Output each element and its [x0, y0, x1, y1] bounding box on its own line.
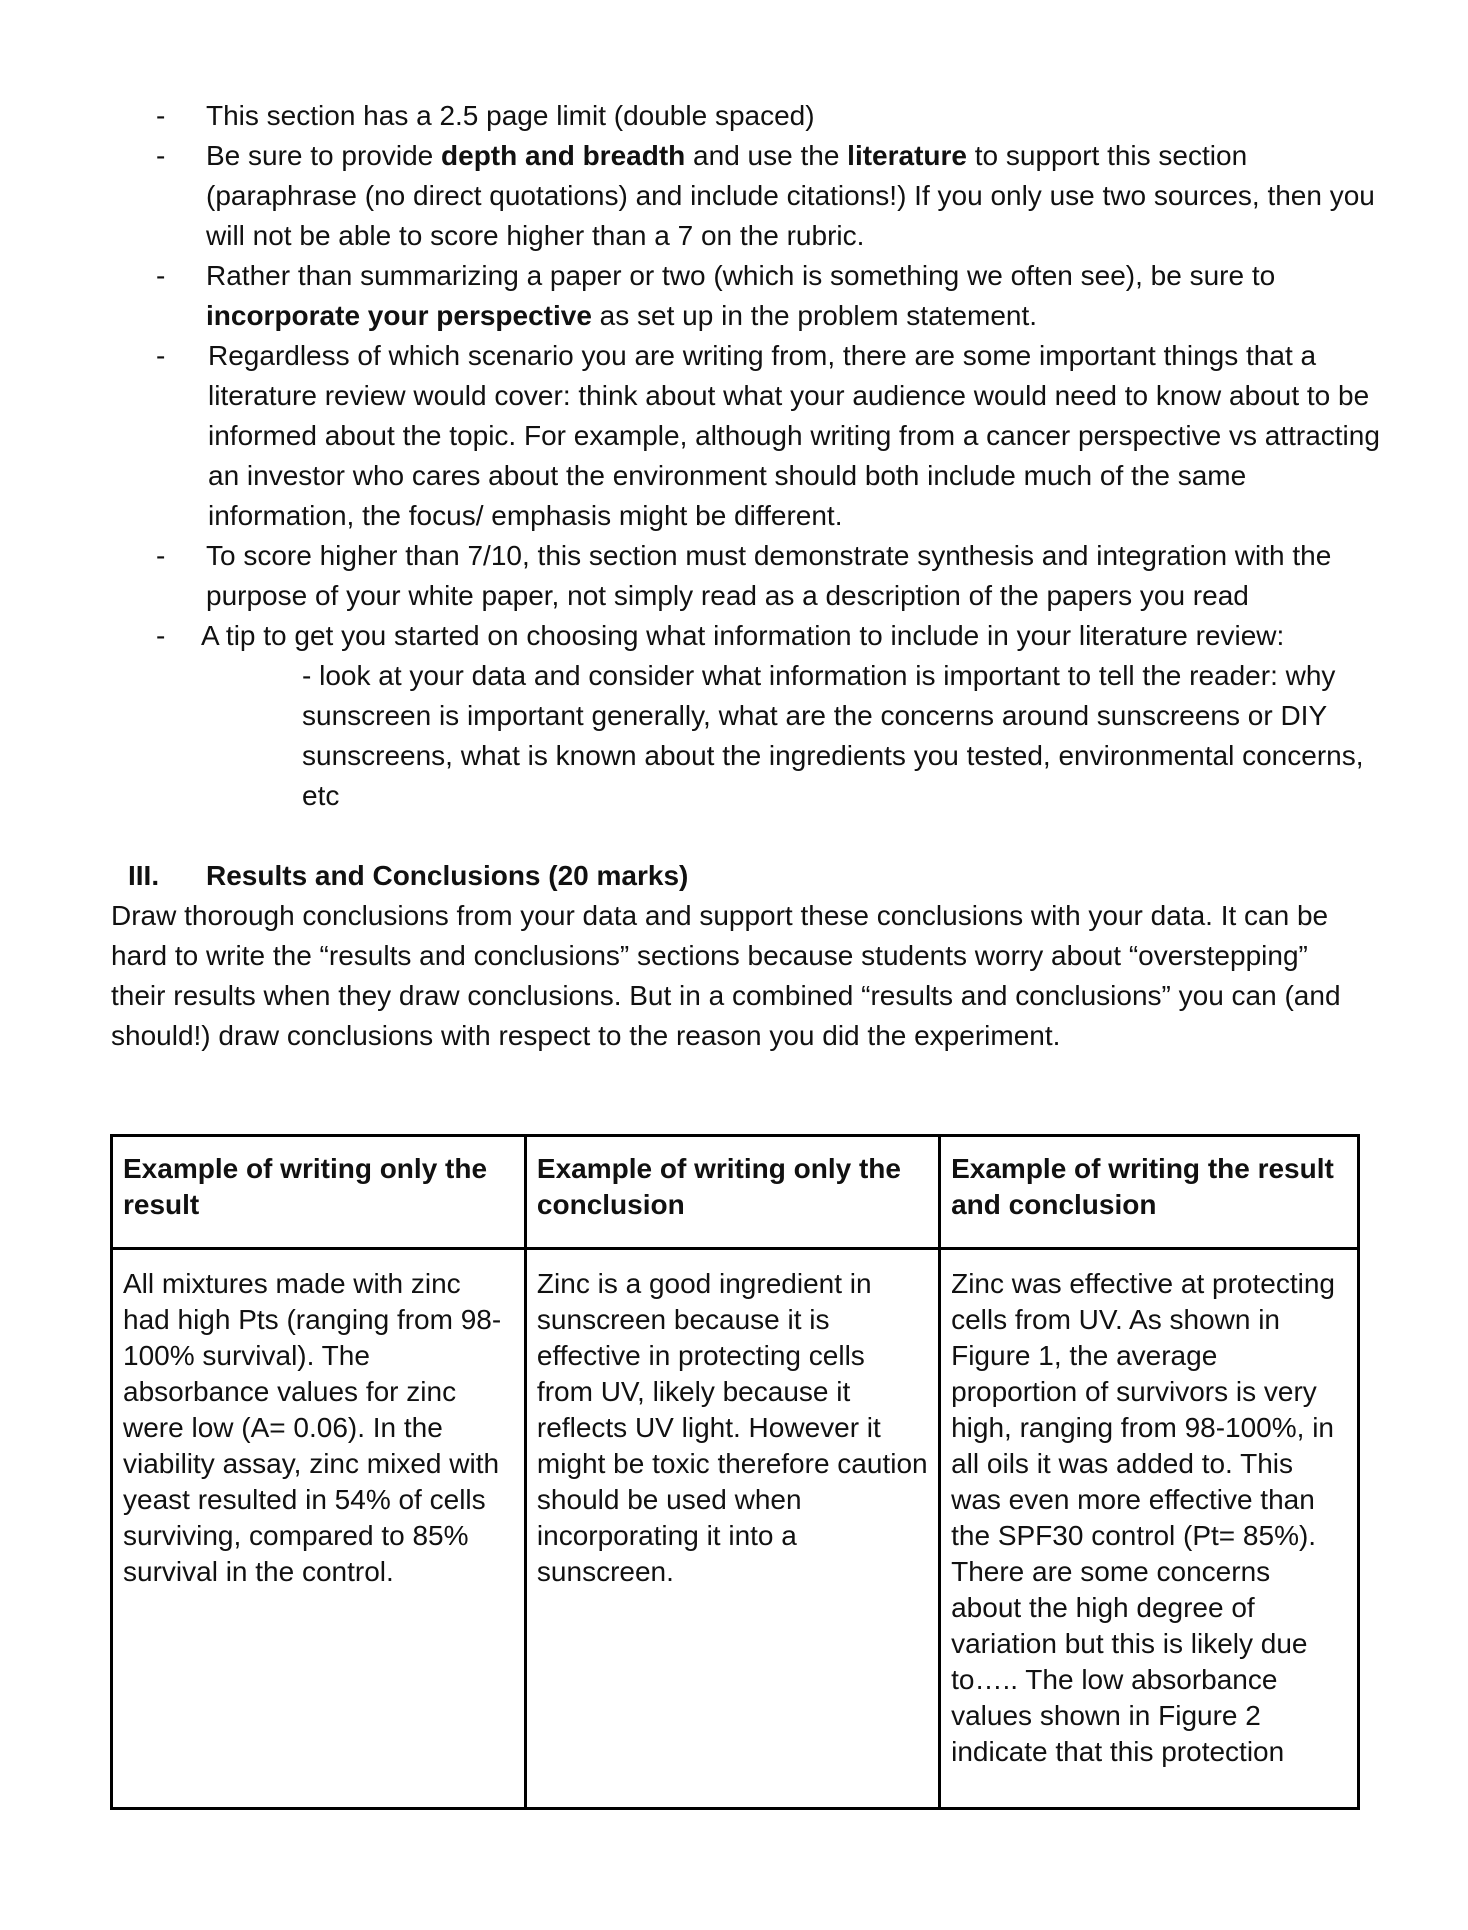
bullet-text: Rather than summarizing a paper or two (which is something we often see), be sure to incorporate your perspective as set up in the problem statement.	[206, 260, 1276, 331]
table-header-conclusion: Example of writing only the conclusion	[525, 1136, 939, 1249]
bullet-dash: -	[156, 260, 166, 291]
list-item	[156, 96, 1386, 136]
list-item	[156, 536, 1386, 616]
section-paragraph: Draw thorough conclusions from your data and support these conclusions with your data. It can be hard to write the “results and conclusions” sections because students worry about “overstepping” their results when they draw conclusions. But in a combined “results and conclusions” you can (and should!) draw conclusions with respect to the reason you did the experiment.	[111, 900, 1341, 1051]
table-header-result: Example of writing only the result	[112, 1136, 526, 1249]
emphasis: incorporate your perspective	[206, 300, 592, 331]
bullet-text: To score higher than 7/10, this section must demonstrate synthesis and integration with the purpose of your white paper, not simply read as a description of the papers you read	[206, 540, 1332, 611]
table-header-result-and-conclusion: Example of writing the result and conclusion	[940, 1136, 1359, 1249]
table-row	[112, 1249, 1359, 1809]
section-number: III.	[128, 860, 160, 891]
emphasis: depth and breadth	[441, 140, 686, 171]
tip-subitem: - look at your data and consider what information is important to tell the reader: why sunscreen is important generally, what are the concerns around sunscreens or DIY sunscreens, what is known about the ingredients you tested, environmental concerns, etc	[302, 660, 1364, 811]
table-cell-conclusion: Zinc is a good ingredient in sunscreen because it is effective in protecting cells from UV, likely because it reflects UV light. However it might be toxic therefore caution should be used when incorporating it into a sunscreen.	[525, 1249, 939, 1809]
bullet-dash: -	[156, 540, 166, 571]
bullet-text: Be sure to provide depth and breadth and use the literature to support this section (paraphrase (no direct quotations) and include citations!) If you only use two sources, then you will not be able to score higher than a 7 on the rubric.	[206, 140, 1375, 251]
bullet-text: A tip to get you started on choosing what information to include in your literature review:	[201, 620, 1285, 651]
table-header-row	[112, 1136, 1359, 1249]
table-cell-result-and-conclusion: Zinc was effective at protecting cells from UV. As shown in Figure 1, the average proportion of survivors is very high, ranging from 98-100%, in all oils it was added to. This was even more effective than the SPF30 control (Pt= 85%). There are some concerns about the high degree of variation but this is likely due to….. The low absorbance values shown in Figure 2 indicate that this protection	[940, 1249, 1359, 1809]
table-cell-result: All mixtures made with zinc had high Pts (ranging from 98-100% survival). The absorbance values for zinc were low (A= 0.06). In the viability assay, zinc mixed with yeast resulted in 54% of cells surviving, compared to 85% survival in the control.	[112, 1249, 526, 1809]
emphasis: literature	[847, 140, 967, 171]
section-heading	[128, 856, 688, 896]
list-item	[156, 256, 1386, 336]
bullet-dash: -	[156, 140, 166, 171]
section-title: Results and Conclusions (20 marks)	[206, 860, 689, 891]
list-item	[156, 136, 1386, 256]
bullet-dash: -	[156, 100, 166, 131]
requirements-list	[156, 96, 1386, 816]
bullet-text: Regardless of which scenario you are writing from, there are some important things that a literature review would cover: think about what your audience would need to know about to be informed about the topic. For example, although writing from a cancer perspective vs attracting an investor who cares about the environment should both include much of the same information, the focus/ emphasis might be different.	[208, 340, 1380, 531]
bullet-dash: -	[156, 340, 166, 371]
examples-table	[110, 1134, 1360, 1810]
list-item	[156, 616, 1386, 656]
list-item	[156, 336, 1386, 536]
bullet-dash: -	[156, 620, 166, 651]
bullet-text: This section has a 2.5 page limit (double spaced)	[206, 100, 815, 131]
